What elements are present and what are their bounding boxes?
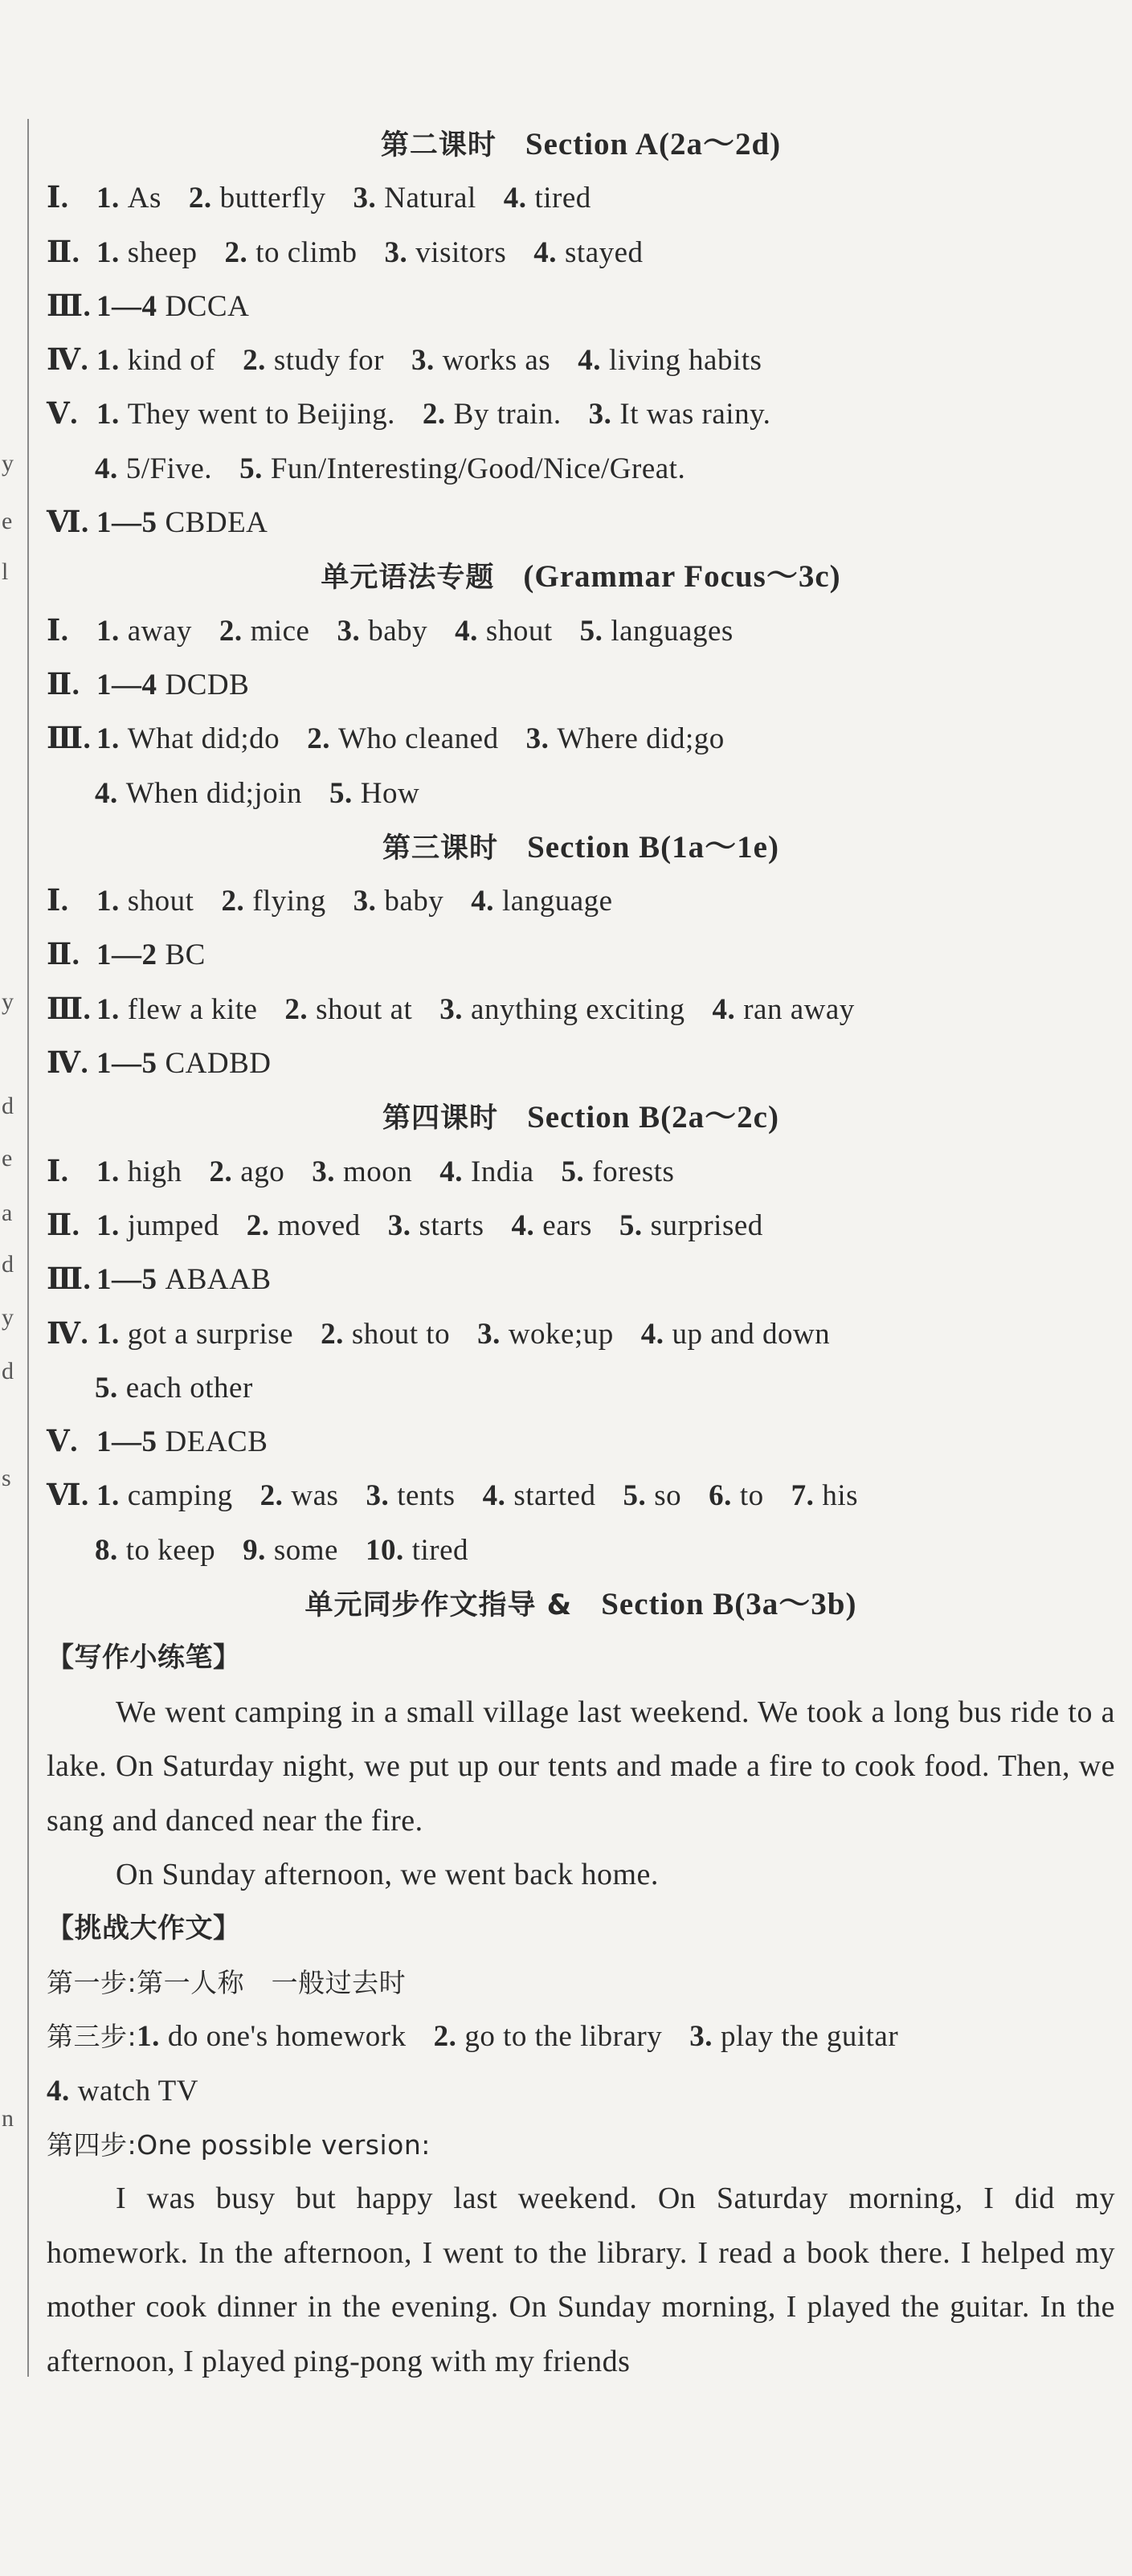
item-number: 1—2	[96, 938, 157, 972]
item-number: 4.	[712, 992, 736, 1026]
item-answer: forests	[592, 1155, 675, 1188]
item-answer: started	[513, 1479, 596, 1513]
item-answer: CADBD	[165, 1047, 272, 1081]
item-answer: They went to Beijing.	[127, 398, 395, 431]
answer-row	[47, 767, 1115, 820]
essay-paragraph	[47, 2172, 1115, 2388]
answer-item	[619, 1199, 763, 1253]
item-answer: DCCA	[165, 289, 250, 323]
item-answer: Where did;go	[557, 722, 725, 756]
item-answer: ABAAB	[165, 1263, 272, 1297]
item-answer: works as	[442, 344, 551, 378]
question-group-number: Ⅳ.	[47, 344, 89, 378]
question-group-number: Ⅲ.	[47, 1263, 92, 1297]
heading-en: Section B(1a～1e)	[527, 829, 779, 865]
item-number: 4.	[482, 1479, 506, 1513]
item-answer: got a surprise	[127, 1317, 294, 1351]
answer-row	[47, 1307, 1115, 1361]
answer-item	[578, 333, 762, 387]
item-answer: moon	[342, 1155, 413, 1188]
edge-letter: d	[2, 1251, 14, 1278]
item-number: 2.	[246, 1208, 270, 1242]
item-number: 2.	[219, 614, 243, 648]
question-group-number: Ⅵ.	[47, 506, 89, 540]
item-answer: to keep	[125, 1533, 216, 1567]
item-number: 4.	[439, 1155, 463, 1188]
left-margin-rule	[27, 119, 29, 2377]
item-number: 2.	[433, 2020, 457, 2054]
answer-item	[455, 604, 552, 658]
answer-row	[47, 604, 1115, 658]
item-number: 4.	[47, 2074, 70, 2108]
answer-item	[512, 1199, 592, 1253]
answer-item	[95, 767, 302, 820]
item-number: 4.	[471, 885, 495, 918]
blank-bottom-area	[0, 2394, 1132, 2576]
item-number: 4.	[95, 452, 118, 485]
answer-item	[47, 2064, 198, 2118]
answer-item	[95, 1523, 215, 1577]
item-number: 1—4	[96, 668, 157, 701]
item-answer: kind of	[127, 344, 216, 378]
answer-item	[96, 1253, 272, 1306]
item-number: 5.	[239, 452, 263, 485]
answer-item	[689, 2010, 898, 2063]
section-heading	[47, 1090, 1115, 1144]
item-answer: language	[502, 885, 613, 918]
answer-item	[96, 387, 395, 441]
item-number: 1—4	[96, 289, 157, 323]
question-group-number: Ⅴ.	[47, 398, 78, 431]
item-number: 6.	[709, 1479, 732, 1513]
item-number: 1.	[96, 182, 120, 215]
answer-item	[96, 333, 215, 387]
answer-item	[96, 874, 194, 928]
answer-item	[411, 333, 550, 387]
bracket-heading: 【写作小练笔】	[47, 1642, 241, 1674]
answer-item	[477, 1307, 614, 1361]
item-answer: was	[291, 1479, 339, 1513]
answer-row	[47, 1145, 1115, 1199]
item-number: 3.	[384, 235, 408, 269]
item-answer: to climb	[255, 235, 358, 269]
item-answer: so	[654, 1479, 682, 1513]
item-answer: some	[273, 1533, 338, 1567]
section-heading	[47, 1577, 1115, 1631]
answer-item	[434, 2010, 663, 2063]
item-number: 7.	[791, 1479, 815, 1513]
item-answer: visitors	[415, 235, 507, 269]
section-heading	[47, 550, 1115, 603]
answer-item	[96, 983, 257, 1037]
answer-item	[329, 767, 419, 820]
item-number: 5.	[95, 1371, 118, 1405]
item-answer: shout at	[316, 992, 413, 1026]
answer-item	[96, 1037, 272, 1090]
item-number: 8.	[95, 1533, 118, 1567]
answer-row	[47, 983, 1115, 1037]
item-answer: flying	[252, 885, 326, 918]
question-group-number: Ⅰ.	[47, 614, 69, 648]
answer-item	[337, 604, 427, 658]
question-group-number: Ⅴ.	[47, 1425, 78, 1459]
item-answer: tents	[397, 1479, 456, 1513]
answer-item	[221, 874, 325, 928]
edge-letter: n	[2, 2105, 14, 2132]
answer-item	[284, 983, 412, 1037]
answer-item	[96, 1469, 233, 1523]
answer-item	[533, 226, 643, 280]
item-number: 3.	[439, 992, 464, 1026]
item-answer: languages	[611, 614, 734, 648]
question-group-number: Ⅰ.	[47, 182, 69, 215]
answer-item	[96, 1145, 182, 1199]
item-answer: As	[127, 182, 161, 215]
item-number: 9.	[243, 1533, 266, 1567]
item-number: 1.	[96, 614, 120, 648]
item-number: 5.	[619, 1208, 643, 1242]
item-answer: away	[127, 614, 192, 648]
answer-item	[96, 496, 268, 550]
edge-letter: e	[2, 1145, 13, 1171]
answer-row	[47, 333, 1115, 387]
item-answer: shout to	[351, 1317, 451, 1351]
question-group-number: Ⅱ.	[47, 938, 80, 972]
answer-content	[47, 117, 1115, 2388]
item-number: 1.	[96, 722, 120, 756]
answer-item	[95, 442, 212, 496]
essay-paragraph	[47, 1848, 1115, 1902]
item-number: 1.	[96, 1155, 120, 1188]
answer-item	[641, 1307, 830, 1361]
answer-row	[47, 1523, 1115, 1577]
item-answer: baby	[384, 885, 444, 918]
item-answer: shout	[485, 614, 553, 648]
item-number: 4.	[578, 344, 601, 378]
item-number: 5.	[579, 614, 603, 648]
heading-en: Section A(2a～2d)	[525, 127, 782, 162]
item-number: 3.	[387, 1208, 411, 1242]
answer-item	[580, 604, 734, 658]
item-answer: his	[822, 1479, 859, 1513]
item-answer: sheep	[127, 235, 198, 269]
answer-item	[96, 171, 161, 225]
item-answer: shout	[127, 885, 194, 918]
item-answer: BC	[165, 938, 206, 972]
item-number: 2.	[321, 1317, 344, 1351]
item-number: 2.	[221, 885, 245, 918]
edge-letter: a	[2, 1200, 13, 1226]
item-answer: up and down	[672, 1317, 831, 1351]
item-answer: to	[739, 1479, 764, 1513]
item-number: 1.	[96, 1208, 120, 1242]
answer-item	[791, 1469, 858, 1523]
item-answer: butterfly	[219, 182, 326, 215]
edge-letter: y	[2, 450, 14, 476]
answer-row	[47, 712, 1115, 766]
answer-item	[504, 171, 591, 225]
item-answer: jumped	[127, 1208, 219, 1242]
item-answer: DEACB	[165, 1425, 268, 1459]
item-number: 2.	[422, 398, 446, 431]
item-answer: baby	[368, 614, 428, 648]
answer-item	[312, 1145, 412, 1199]
item-number: 5.	[561, 1155, 585, 1188]
item-answer: tired	[534, 182, 591, 215]
item-answer: 5/Five.	[125, 452, 213, 485]
section-heading	[47, 117, 1115, 171]
question-group-number: Ⅱ.	[47, 668, 80, 701]
answer-item	[471, 874, 612, 928]
item-answer: play the guitar	[720, 2020, 899, 2054]
item-number: 2.	[284, 992, 309, 1026]
item-number: 3.	[411, 344, 435, 378]
answer-item	[353, 171, 476, 225]
item-answer: CBDEA	[165, 506, 268, 540]
item-answer: When did;join	[125, 776, 302, 810]
answer-item	[96, 280, 249, 333]
answer-item	[709, 1469, 764, 1523]
answer-item	[483, 1469, 596, 1523]
essay-text: On Sunday afternoon, we went back home.	[116, 1857, 659, 1891]
item-answer: moved	[277, 1208, 361, 1242]
item-answer: each other	[125, 1371, 253, 1405]
item-number: 1—5	[96, 1263, 157, 1297]
heading-cn: 第二课时	[380, 129, 497, 162]
item-number: 2.	[307, 722, 330, 756]
answer-row	[47, 387, 1115, 441]
answer-row	[47, 1469, 1115, 1523]
answer-row	[47, 658, 1115, 712]
question-group-number: Ⅵ.	[47, 1479, 89, 1513]
answer-item	[353, 874, 444, 928]
question-group-number: Ⅱ.	[47, 1208, 80, 1242]
answer-item	[366, 1523, 468, 1577]
item-answer: India	[471, 1155, 534, 1188]
item-answer: Natural	[384, 182, 476, 215]
item-number: 2.	[188, 182, 212, 215]
question-group-number: Ⅰ.	[47, 1155, 69, 1188]
heading-cn: 单元语法专题	[321, 562, 495, 595]
answer-item	[96, 712, 280, 766]
edge-letter: d	[2, 1358, 14, 1384]
answer-item	[96, 226, 198, 280]
heading-cn: 第四课时	[382, 1102, 499, 1135]
edge-letter: y	[2, 988, 14, 1015]
item-number: 1.	[96, 344, 120, 378]
item-answer: camping	[127, 1479, 233, 1513]
item-number: 5.	[623, 1479, 647, 1513]
step-label: 第三步:	[47, 2021, 137, 2053]
essay-text: I was busy but happy last weekend. On Saturday morning, I did my homework. In the afternoon, I went to the library. I read a book there. I helped my mother cook dinner in the evening. On Sunday morning, I played the guitar. In the afternoon, I played ping-pong with my friends	[47, 2181, 1115, 2378]
answer-item	[321, 1307, 450, 1361]
item-answer: go to the library	[464, 2020, 663, 2054]
item-number: 4.	[503, 182, 527, 215]
step-label: 第一步:第一人称 一般过去时	[47, 1967, 407, 1999]
edge-letter: e	[2, 508, 13, 534]
item-answer: living habits	[608, 344, 762, 378]
answer-item	[239, 442, 685, 496]
item-number: 5.	[329, 776, 353, 810]
item-answer: DCDB	[165, 668, 250, 701]
answer-item	[439, 1145, 533, 1199]
item-answer: mice	[250, 614, 310, 648]
answer-item	[260, 1469, 339, 1523]
item-answer: anything exciting	[471, 992, 685, 1026]
answer-row	[47, 1037, 1115, 1090]
answer-item	[366, 1469, 455, 1523]
answer-item	[96, 1415, 268, 1469]
item-answer: tired	[411, 1533, 469, 1567]
item-number: 2.	[260, 1479, 284, 1513]
item-answer: stayed	[565, 235, 644, 269]
answer-row	[47, 1199, 1115, 1253]
item-number: 2.	[224, 235, 248, 269]
answer-item	[189, 171, 326, 225]
question-group-number: Ⅲ.	[47, 992, 92, 1026]
answer-item	[137, 2010, 406, 2063]
essay-text: We went camping in a small village last weekend. We took a long bus ride to a lake. On Saturday night, we put up our tents and made a fire to cook food. Then, we sang and danced near the fire.	[47, 1695, 1115, 1838]
item-number: 2.	[243, 344, 266, 378]
item-number: 3.	[366, 1479, 390, 1513]
item-number: 1.	[96, 398, 120, 431]
item-answer: ears	[542, 1208, 592, 1242]
item-number: 1.	[96, 992, 120, 1026]
question-group-number: Ⅳ.	[47, 1317, 89, 1351]
item-number: 4.	[533, 235, 558, 269]
answer-item	[439, 983, 685, 1037]
answer-row	[47, 1253, 1115, 1306]
answer-item	[210, 1145, 285, 1199]
answer-item	[385, 226, 507, 280]
answer-item	[96, 658, 249, 712]
answer-row	[47, 442, 1115, 496]
item-number: 4.	[95, 776, 118, 810]
answer-row	[47, 171, 1115, 225]
answer-item	[589, 387, 771, 441]
answer-row	[47, 226, 1115, 280]
question-group-number: Ⅲ.	[47, 722, 92, 756]
item-answer: do one's homework	[167, 2020, 407, 2054]
item-number: 1.	[96, 1479, 120, 1513]
answer-row	[47, 1415, 1115, 1469]
answer-item	[562, 1145, 675, 1199]
answer-item	[96, 1307, 293, 1361]
item-number: 1.	[96, 1317, 120, 1351]
item-number: 1.	[96, 235, 120, 269]
answer-item	[623, 1469, 681, 1523]
answer-item	[95, 1361, 253, 1415]
answer-item	[243, 1523, 338, 1577]
item-number: 1—5	[96, 506, 157, 540]
item-answer: ran away	[743, 992, 855, 1026]
item-number: 3.	[525, 722, 550, 756]
answer-row	[47, 496, 1115, 550]
answer-item	[307, 712, 498, 766]
item-number: 3.	[337, 614, 361, 648]
item-number: 3.	[353, 885, 377, 918]
item-number: 4.	[511, 1208, 535, 1242]
item-number: 4.	[640, 1317, 664, 1351]
bracket-heading: 【挑战大作文】	[47, 1912, 241, 1944]
item-number: 3.	[312, 1155, 335, 1188]
edge-letter: y	[2, 1304, 14, 1331]
answer-item	[526, 712, 725, 766]
answer-row	[47, 2010, 1115, 2063]
item-answer: flew a kite	[127, 992, 258, 1026]
answer-item	[219, 604, 310, 658]
heading-en: Section B(2a～2c)	[527, 1100, 779, 1135]
item-number: 2.	[209, 1155, 233, 1188]
item-number: 1.	[137, 2020, 160, 2054]
item-answer: Who cleaned	[337, 722, 499, 756]
item-number: 4.	[455, 614, 478, 648]
answer-row	[47, 280, 1115, 333]
item-answer: woke;up	[508, 1317, 614, 1351]
answer-item	[712, 983, 854, 1037]
heading-en: (Grammar Focus～3c)	[523, 559, 841, 595]
item-answer: watch TV	[77, 2074, 198, 2108]
question-group-number: Ⅲ.	[47, 289, 92, 323]
essay-paragraph	[47, 1686, 1115, 1848]
item-answer: surprised	[650, 1208, 763, 1242]
heading-cn: 单元同步作文指导 &	[304, 1589, 573, 1622]
edge-letter: s	[2, 1465, 11, 1491]
item-answer: high	[127, 1155, 182, 1188]
step-label: 第四步:One possible version:	[47, 2128, 431, 2161]
item-answer: ago	[240, 1155, 285, 1188]
section-heading	[47, 820, 1115, 874]
question-group-number: Ⅳ.	[47, 1047, 89, 1081]
answer-item	[225, 226, 358, 280]
item-number: 3.	[588, 398, 612, 431]
item-number: 3.	[477, 1317, 501, 1351]
heading-en: Section B(3a～3b)	[601, 1587, 857, 1622]
answer-item	[423, 387, 562, 441]
question-group-number: Ⅰ.	[47, 885, 69, 918]
answer-row	[47, 928, 1115, 982]
answer-row	[47, 1361, 1115, 1415]
item-number: 10.	[365, 1533, 404, 1567]
edge-letter: l	[2, 558, 9, 585]
edge-letter: d	[2, 1093, 14, 1119]
item-answer: By train.	[453, 398, 562, 431]
question-group-number: Ⅱ.	[47, 235, 80, 269]
answer-item	[96, 1199, 219, 1253]
item-number: 3.	[689, 2020, 713, 2054]
answer-item	[96, 604, 192, 658]
answer-row	[47, 2064, 1115, 2118]
item-answer: Fun/Interesting/Good/Nice/Great.	[270, 452, 686, 485]
item-answer: study for	[273, 344, 384, 378]
item-number: 1—5	[96, 1425, 157, 1459]
item-answer: What did;do	[127, 722, 280, 756]
heading-cn: 第三课时	[382, 832, 499, 865]
answer-item	[243, 333, 384, 387]
item-number: 3.	[353, 182, 377, 215]
item-answer: starts	[419, 1208, 484, 1242]
answer-item	[247, 1199, 361, 1253]
item-number: 1—5	[96, 1047, 157, 1081]
item-answer: How	[360, 776, 420, 810]
item-answer: It was rainy.	[619, 398, 771, 431]
answer-row	[47, 874, 1115, 928]
item-number: 1.	[96, 885, 120, 918]
answer-item	[96, 928, 206, 982]
answer-item	[388, 1199, 484, 1253]
